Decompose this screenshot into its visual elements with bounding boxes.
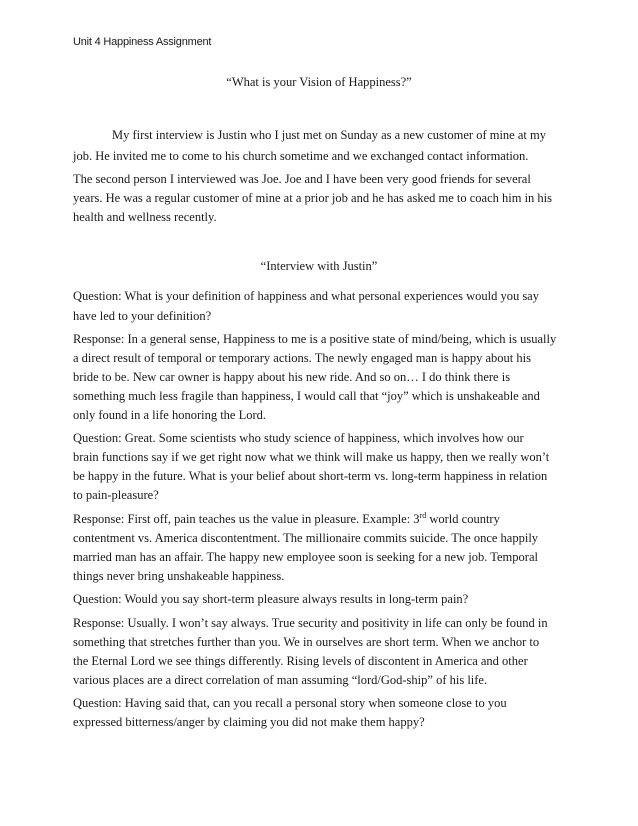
question-line: expressed bitterness/anger by claiming you did not make them happy? — [73, 715, 425, 729]
response-line: something much less fragile than happiness, I would call that “joy” which is unshakeable and — [73, 389, 540, 403]
response-line — [73, 512, 500, 527]
paragraph-line: years. He was a regular customer of mine at a prior job and he has asked me to coach him in his — [73, 191, 553, 205]
paragraph-line: The second person I interviewed was Joe. Joe and I have been very good friends for several — [73, 172, 531, 186]
response-line: Response: In a general sense, Happiness to me is a positive state of mind/being, which is usually — [73, 332, 557, 346]
question-line: Question: What is your definition of happiness and what personal experiences would you say — [73, 289, 539, 303]
question-line: to pain-pleasure? — [73, 488, 159, 502]
response-line: contentment vs. America discontentment. The millionaire commits suicide. The once happily — [73, 531, 539, 545]
response-line: Response: Usually. I won’t say always. True security and positivity in life can only be found in — [73, 616, 548, 630]
question-line: Question: Would you say short-term pleasure always results in long-term pain? — [73, 592, 469, 606]
question-line: Question: Having said that, can you recall a personal story when someone close to you — [73, 696, 507, 710]
question-line: Question: Great. Some scientists who study science of happiness, which involves how our — [73, 431, 524, 445]
section-title: “Interview with Justin” — [260, 259, 378, 273]
response-line: married man has an affair. The happy new employee soon is seeking for a new job. Temporal — [73, 550, 538, 564]
paragraph-line: health and wellness recently. — [73, 210, 217, 224]
response-line: various places are a direct correlation of man assuming “lord/God-ship” of his life. — [73, 673, 488, 687]
response-line-text: Response: First off, pain teaches us the value in pleasure. Example: 3 — [73, 512, 420, 526]
ordinal-superscript: rd — [419, 511, 427, 520]
paragraph-line: job. He invited me to come to his church sometime and we exchanged contact information. — [73, 149, 529, 163]
document-header: Unit 4 Happiness Assignment — [73, 36, 212, 48]
question-line: have led to your definition? — [73, 309, 212, 323]
response-line: something that stretches further than you. We in ourselves are short term. When we anchor to — [73, 635, 540, 649]
paragraph-line: My first interview is Justin who I just met on Sunday as a new customer of mine at my — [112, 128, 546, 142]
document-title: “What is your Vision of Happiness?” — [226, 75, 412, 89]
response-line: things never bring unshakeable happiness. — [73, 569, 285, 583]
response-line: only found in a life honoring the Lord. — [73, 408, 267, 422]
response-line-tail: world country — [426, 512, 500, 526]
question-line: be happy in the future. What is your belief about short-term vs. long-term happiness in relation — [73, 469, 548, 483]
response-line: bride to be. New car owner is happy about his new ride. And so on… I do think there is — [73, 370, 511, 384]
response-line: the Eternal Lord we see things differently. Rising levels of discontent in America and other — [73, 654, 528, 668]
response-line: a direct result of temporal or temporary actions. The newly engaged man is happy about his — [73, 351, 531, 365]
question-line: brain functions say if we get right now what we think will make us happy, then we really won’t — [73, 450, 550, 464]
